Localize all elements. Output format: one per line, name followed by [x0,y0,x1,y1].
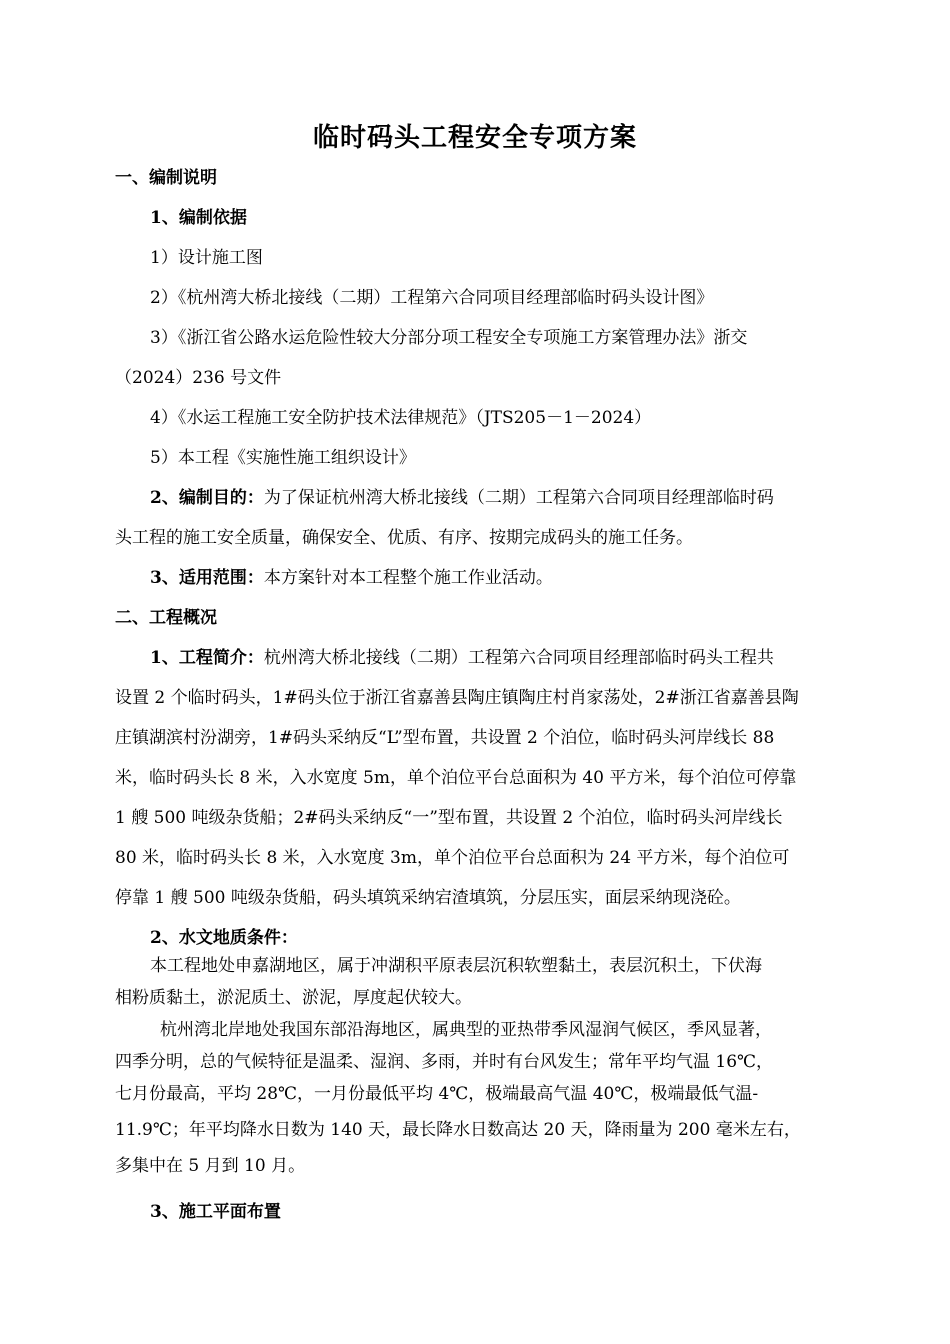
purpose-paragraph [150,487,865,509]
scope-label: 3、适用范围： [150,568,264,588]
intro-line: 设置 2 个临时码头，1#码头位于浙江省嘉善县陶庄镇陶庄村肖家荡处，2#浙江省嘉善县陶 [115,688,799,708]
layout-heading: 3、施工平面布置 [150,1202,281,1222]
purpose-text-continued: 头工程的施工安全质量，确保安全、优质、有序、按期完成码头的施工任务。 [115,528,693,548]
scope-text: 本方案针对本工程整个施工作业活动。 [263,568,553,588]
document-title: 临时码头工程安全专项方案 [312,123,637,153]
basis-heading: 1、编制依据 [150,208,247,228]
climate-text: 四季分明，总的气候特征是温柔、湿润、多雨，并时有台风发生；常年平均气温 16℃， [115,1052,774,1072]
intro-line: 1 艘 500 吨级杂货船；2#码头采纳反“一”型布置，共设置 2 个泊位，临时码头河岸线长 [115,808,783,828]
climate-text: 多集中在 5 月到 10 月。 [115,1156,306,1176]
climate-text: 11.9℃；年平均降水日数为 140 天，最长降水日数高达 20 天，降雨量为 200 毫米左右， [115,1120,801,1140]
intro-label: 1、工程简介： [150,648,264,668]
scope-paragraph [150,567,865,589]
hydro-heading: 2、水文地质条件： [150,928,298,948]
basis-item-continued: （2024）236 号文件 [115,368,282,388]
climate-text: 杭州湾北岸地处我国东部沿海地区，属典型的亚热带季风湿润气候区，季风显著， [160,1020,772,1040]
intro-line: 米，临时码头长 8 米，入水宽度 5m，单个泊位平台总面积为 40 平方米，每个泊位可停靠 [115,768,797,788]
hydro-text: 本工程地处申嘉湖地区，属于冲湖积平原表层沉积软塑黏土，表层沉积土，下伏海 [150,956,762,976]
basis-item: 2）《杭州湾大桥北接线（二期）工程第六合同项目经理部临时码头设计图》 [150,288,714,308]
intro-text: 杭州湾大桥北接线（二期）工程第六合同项目经理部临时码头工程共 [263,648,774,668]
purpose-text: 为了保证杭州湾大桥北接线（二期）工程第六合同项目经理部临时码 [263,488,774,508]
basis-item: 4）《水运工程施工安全防护技术法律规范》（JTS205－1－2024） [150,408,652,428]
section-heading-1: 一、编制说明 [115,168,217,188]
basis-item: 5）本工程《实施性施工组织设计》 [150,448,416,468]
intro-paragraph [150,647,865,669]
hydro-text: 相粉质黏土，淤泥质土、淤泥，厚度起伏较大。 [115,988,472,1008]
intro-line: 80 米，临时码头长 8 米，入水宽度 3m，单个泊位平台总面积为 24 平方米，每个泊位可 [115,848,790,868]
purpose-label: 2、编制目的： [150,488,264,508]
section-heading-2: 二、工程概况 [115,608,217,628]
intro-line: 庄镇湖滨村汾湖旁，1#码头采纳反“L”型布置，共设置 2 个泊位，临时码头河岸线长 88 [115,728,775,748]
basis-item: 1）设计施工图 [150,248,263,268]
intro-line: 停靠 1 艘 500 吨级杂货船，码头填筑采纳宕渣填筑，分层压实，面层采纳现浇砼。 [115,888,741,908]
climate-text: 七月份最高，平均 28℃，一月份最低平均 4℃，极端最高气温 40℃，极端最低气温- [115,1084,759,1104]
basis-item: 3）《浙江省公路水运危险性较大分部分项工程安全专项施工方案管理办法》浙交 [150,328,748,348]
